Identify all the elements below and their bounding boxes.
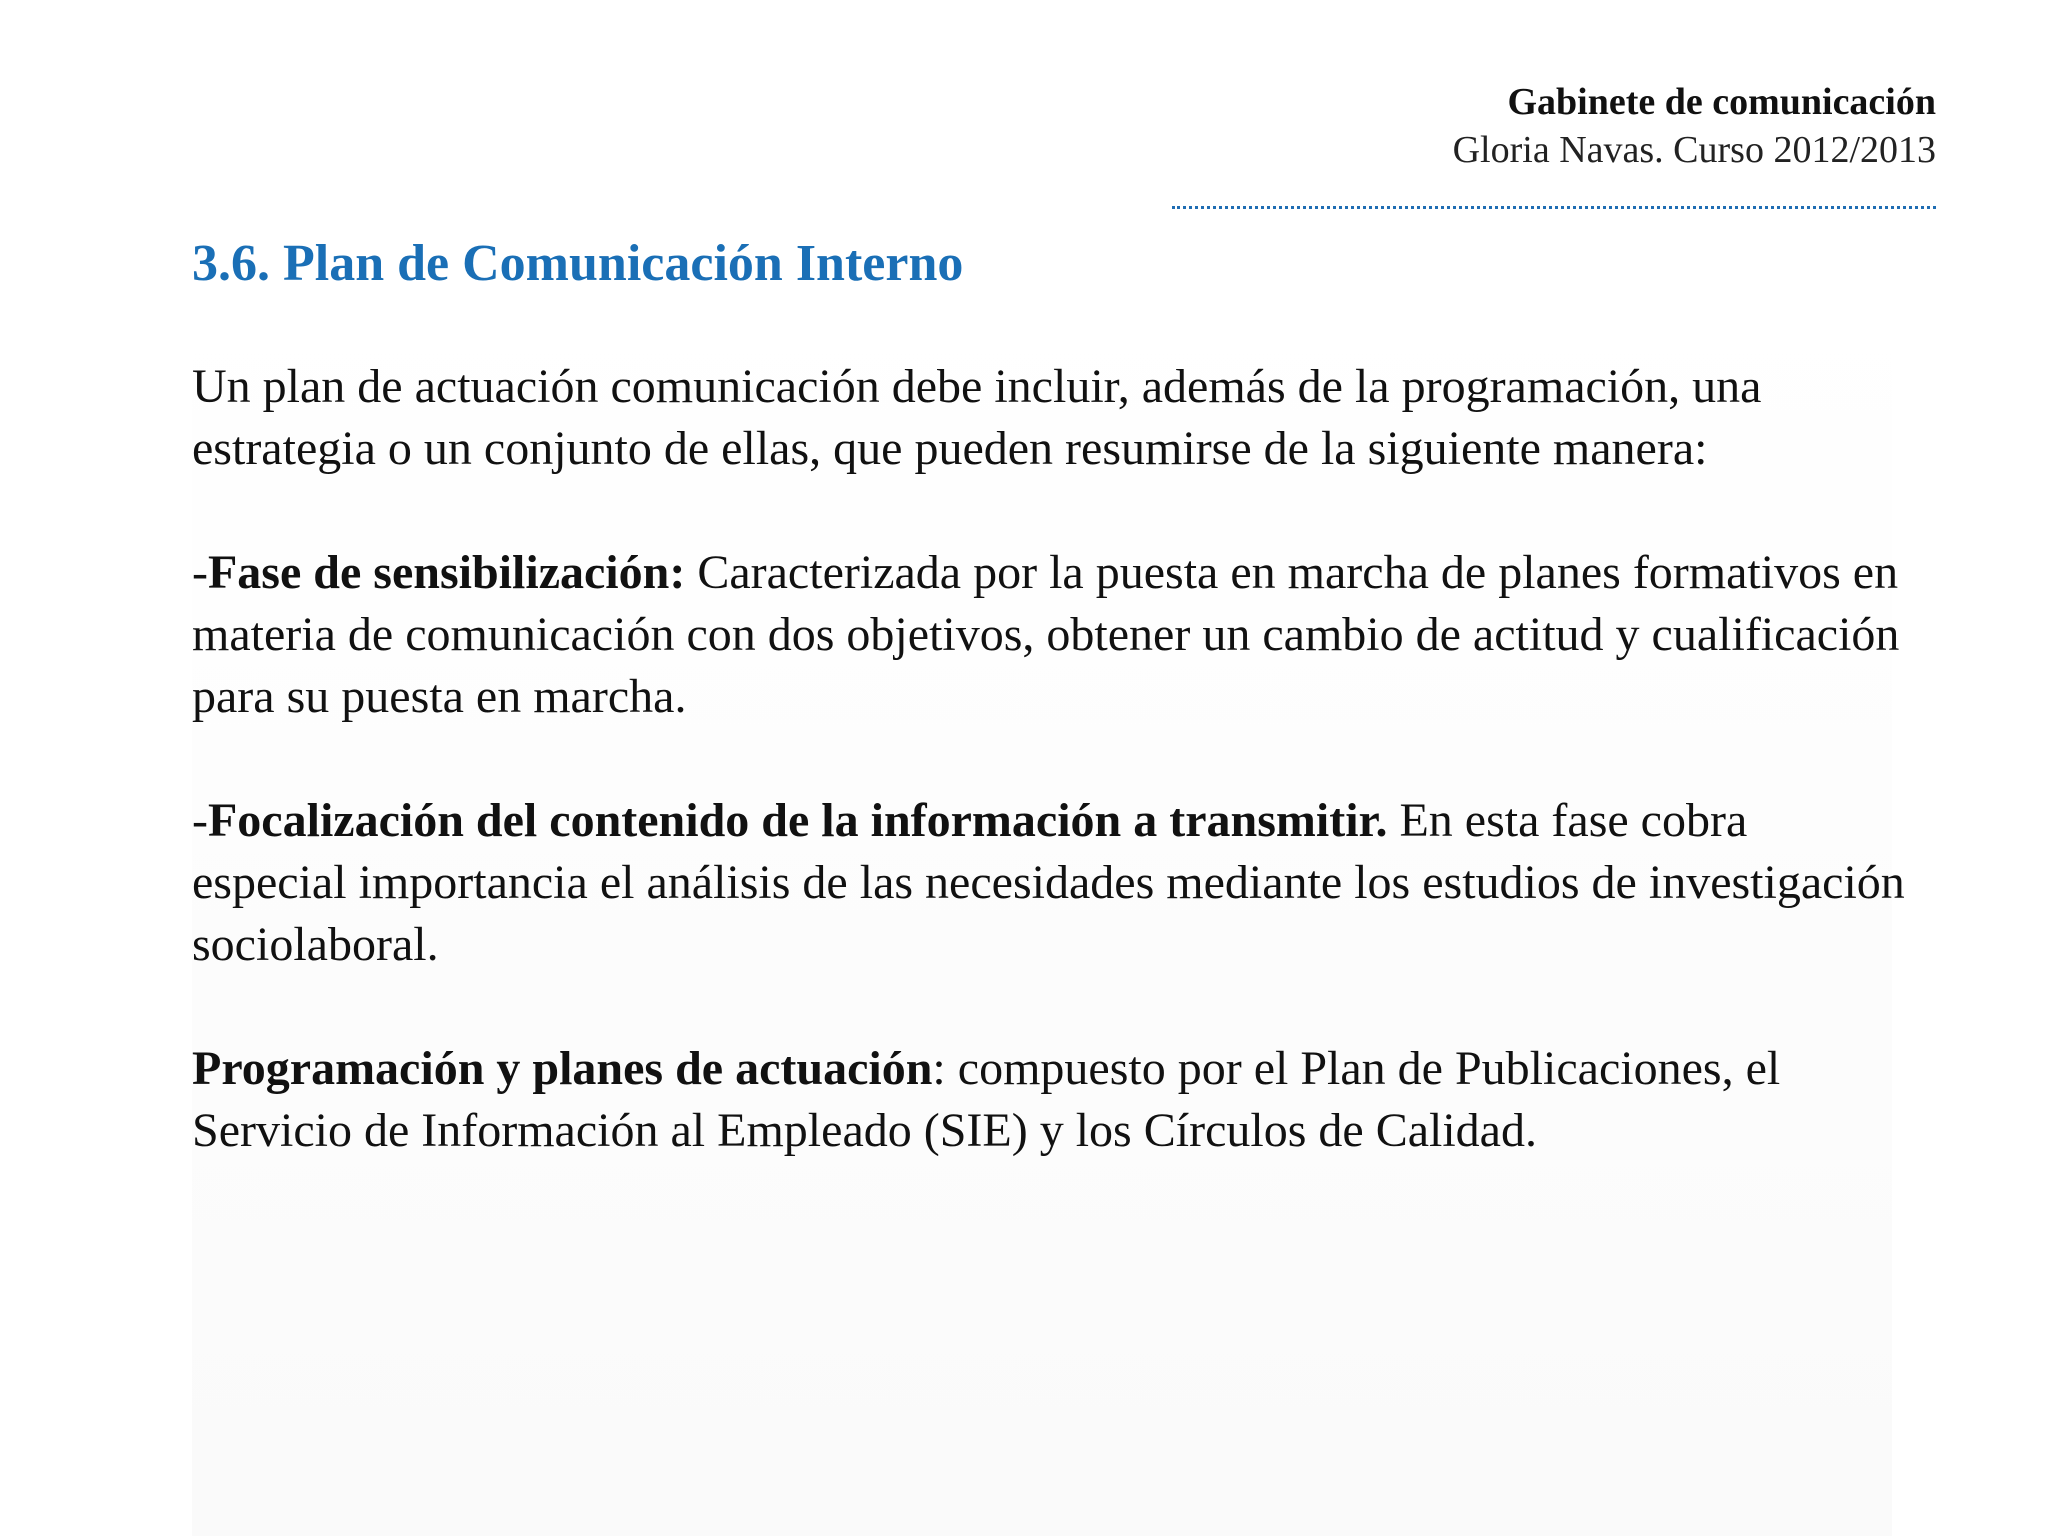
header-divider [1172, 206, 1936, 209]
item-description: : compuesto por el Plan de Publicaciones, el Servicio de Información al Empleado (SIE) y los Círculos de Calidad. [192, 1042, 1781, 1157]
header-subtitle: Gloria Navas. Curso 2012/2013 [1452, 129, 1936, 171]
item-prefix: - [192, 794, 208, 847]
intro-paragraph: Un plan de actuación comunicación debe incluir, además de la programación, una estrategia o un conjunto de ellas, que pueden resumirse de la siguiente manera: [192, 360, 1762, 475]
slide-content [192, 356, 1912, 1224]
item-term: Fase de sensibilización: [207, 546, 686, 599]
strategy-item-focalizacion [192, 790, 1912, 976]
strategy-item-programacion [192, 1038, 1912, 1162]
section-title: 3.6. Plan de Comunicación Interno [192, 235, 964, 292]
item-description: Caracterizada por la puesta en marcha de planes formativos en materia de comunicación con dos objetivos, obtener un cambio de actitud y cualificación para su puesta en marcha. [192, 546, 1900, 723]
strategy-item-sensibilizacion [192, 542, 1912, 728]
item-term: Focalización del contenido de la información a transmitir. [207, 794, 1388, 847]
item-prefix: - [192, 546, 208, 599]
header [1453, 78, 1936, 174]
item-description: En esta fase cobra especial importancia el análisis de las necesidades mediante los estudios de investigación sociolaboral. [192, 794, 1905, 971]
header-title: Gabinete de comunicación [1507, 81, 1936, 123]
item-term: Programación y planes de actuación [192, 1042, 933, 1095]
